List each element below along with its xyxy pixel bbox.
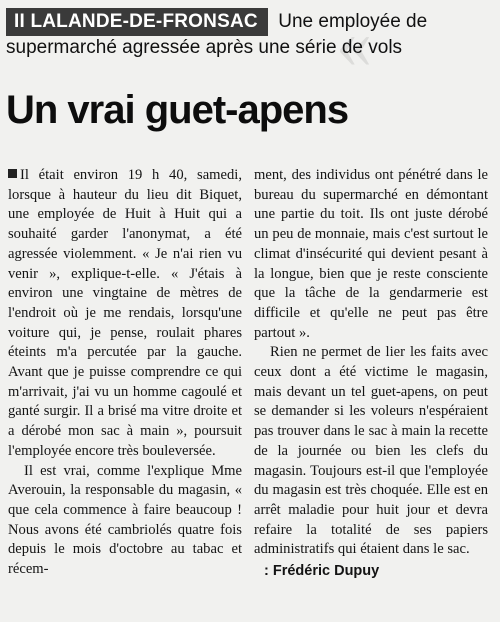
byline-author: Frédéric Dupuy [272, 563, 380, 580]
bleed-through-background: « [336, 4, 372, 83]
kicker-row [6, 8, 492, 60]
location-kicker [6, 8, 268, 36]
paragraph: Il est vrai, comme l'explique Mme Averouin, la responsable du magasin, « que cela commence à faire beaucoup ! Nous avons été cambriolés quatre fois depuis le mois d'octobre au tabac et récem- [8, 462, 242, 578]
headline: Un vrai guet-apens [6, 88, 349, 132]
paragraph-marker-icon [8, 169, 17, 178]
paragraph-text: Il était environ 19 h 40, samedi, lorsque à hauteur du lieu dit Biquet, une employée de Huit à Huit qui a souhaité garder l'anonymat, a été agressée violemment. « Je n'ai rien vu venir », explique-t-elle. « J'étais à environ une vingtaine de mètres de l'endroit où je me rendais, lorsqu'une voiture qui, je pense, roulait phares éteints m'a percutée par la gauche. Avant que je puisse comprendre ce qui m'arrivait, j'ai vu un homme cagoulé et ganté surgir. Il a brisé ma vitre droite et a dérobé mon sac à main », poursuit l'employée encore très bouleversée. [8, 167, 242, 459]
paragraph [8, 166, 242, 462]
lead-text: Une employée de supermarché agressée après une série de vols [6, 11, 428, 58]
byline [254, 562, 488, 582]
article-column-left [8, 166, 242, 580]
paragraph: ment, des individus ont pénétré dans le bureau du supermarché en démontant une partie du toit. Ils ont juste dérobé un peu de monnaie, mais c'est surtout le climat d'insécurité qui devient pesant à la longue, bien que je reste consciente que la tâche de la gendarmerie est difficile et qu'elle ne peut pas être partout ». [254, 167, 488, 341]
kicker-bars: II [14, 11, 31, 32]
paragraph: Rien ne permet de lier les faits avec ceux dont a été victime le magasin, mais devant un tel guet-apens, on peut se demander si les voleurs n'espéraient pas trouver dans le sac à main la recette de la journée ou bien les clefs du magasin. Toujours est-il que l'employée du magasin est très choquée. Elle est en arrêt maladie pour huit jour et devra refaire la totalité de ses papiers administratifs qui étaient dans le sac. [254, 344, 488, 558]
kicker-text: LALANDE-DE-FRONSAC [30, 11, 258, 32]
byline-marker: : [264, 563, 269, 580]
article-column-right [254, 166, 488, 582]
